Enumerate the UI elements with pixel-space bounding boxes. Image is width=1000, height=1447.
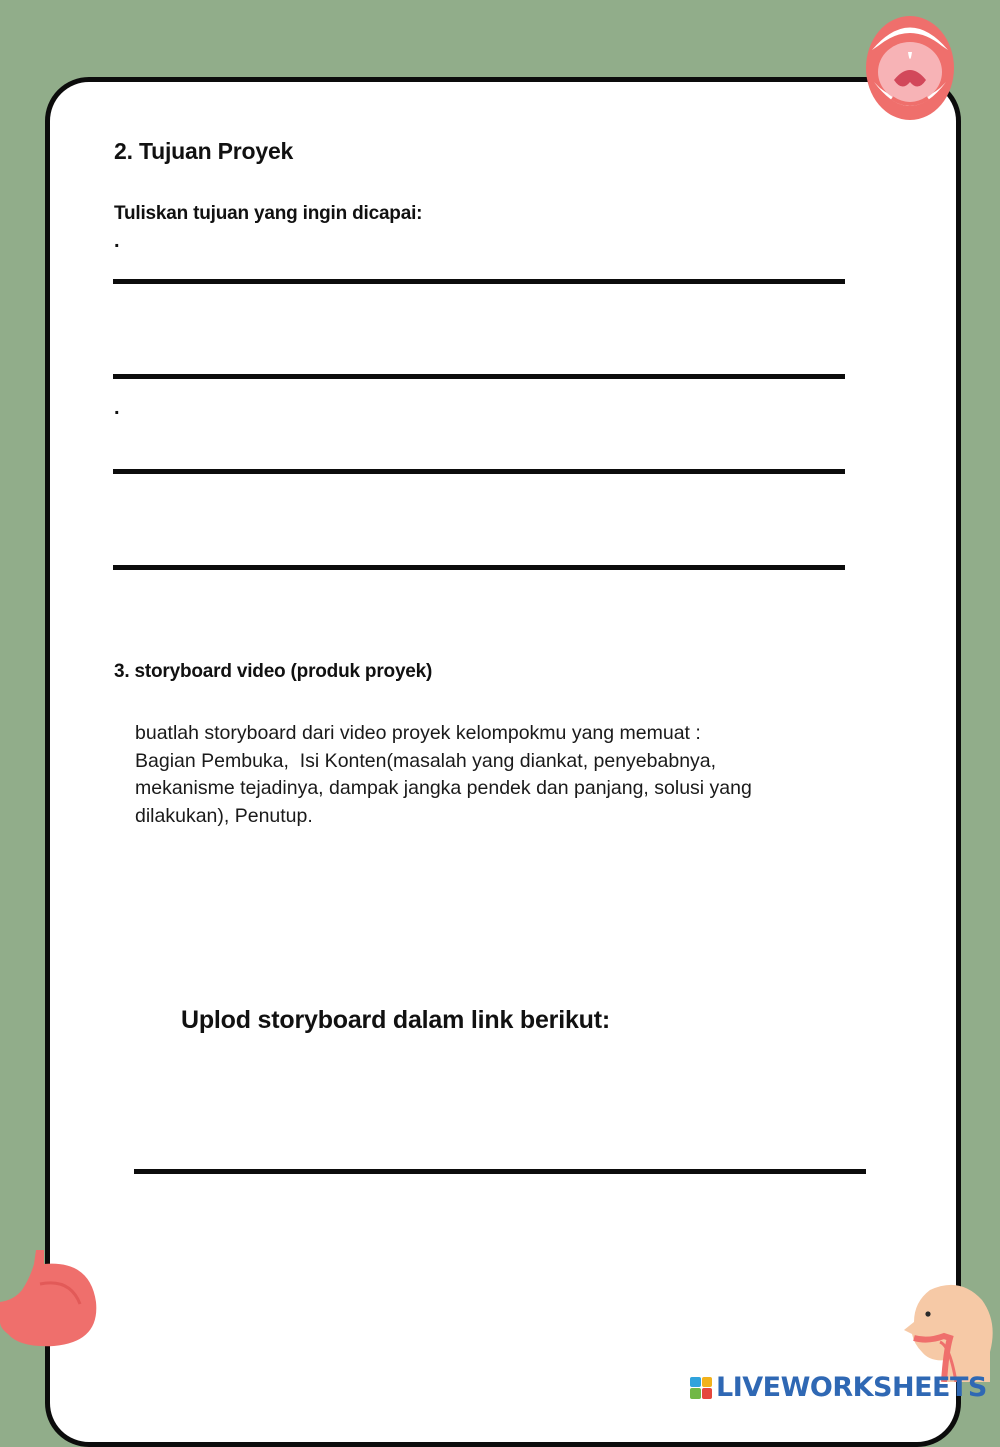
upload-label: Uplod storyboard dalam link berikut: [181,1006,610,1034]
answer-line-3[interactable] [113,469,845,474]
bullet-2: . [114,397,120,419]
liveworksheets-watermark [690,1372,987,1403]
liveworksheets-logo-icon [690,1377,712,1399]
throat-head-icon [900,1282,1000,1382]
storyboard-instructions [135,720,870,830]
bullet-1: . [114,230,120,252]
watermark-text: LIVEWORKSHEETS [716,1372,987,1403]
goal-prompt: Tuliskan tujuan yang ingin dicapai: [114,203,423,224]
answer-line-1[interactable] [113,279,845,284]
instruction-line: buatlah storyboard dari video proyek kelompokmu yang memuat : [135,722,701,744]
answer-line-2[interactable] [113,374,845,379]
section-3-heading: 3. storyboard video (produk proyek) [114,661,433,682]
stomach-icon [0,1250,100,1350]
instruction-line: mekanisme tejadinya, dampak jangka pendek dan panjang, solusi yang [135,777,752,799]
answer-line-4[interactable] [113,565,845,570]
link-answer-line[interactable] [134,1169,866,1174]
instruction-line: Bagian Pembuka, Isi Konten(masalah yang diankat, penyebabnya, [135,749,717,772]
instruction-line: dilakukan), Penutup. [135,804,313,827]
section-2-heading: 2. Tujuan Proyek [114,138,294,164]
open-mouth-icon [862,10,958,122]
